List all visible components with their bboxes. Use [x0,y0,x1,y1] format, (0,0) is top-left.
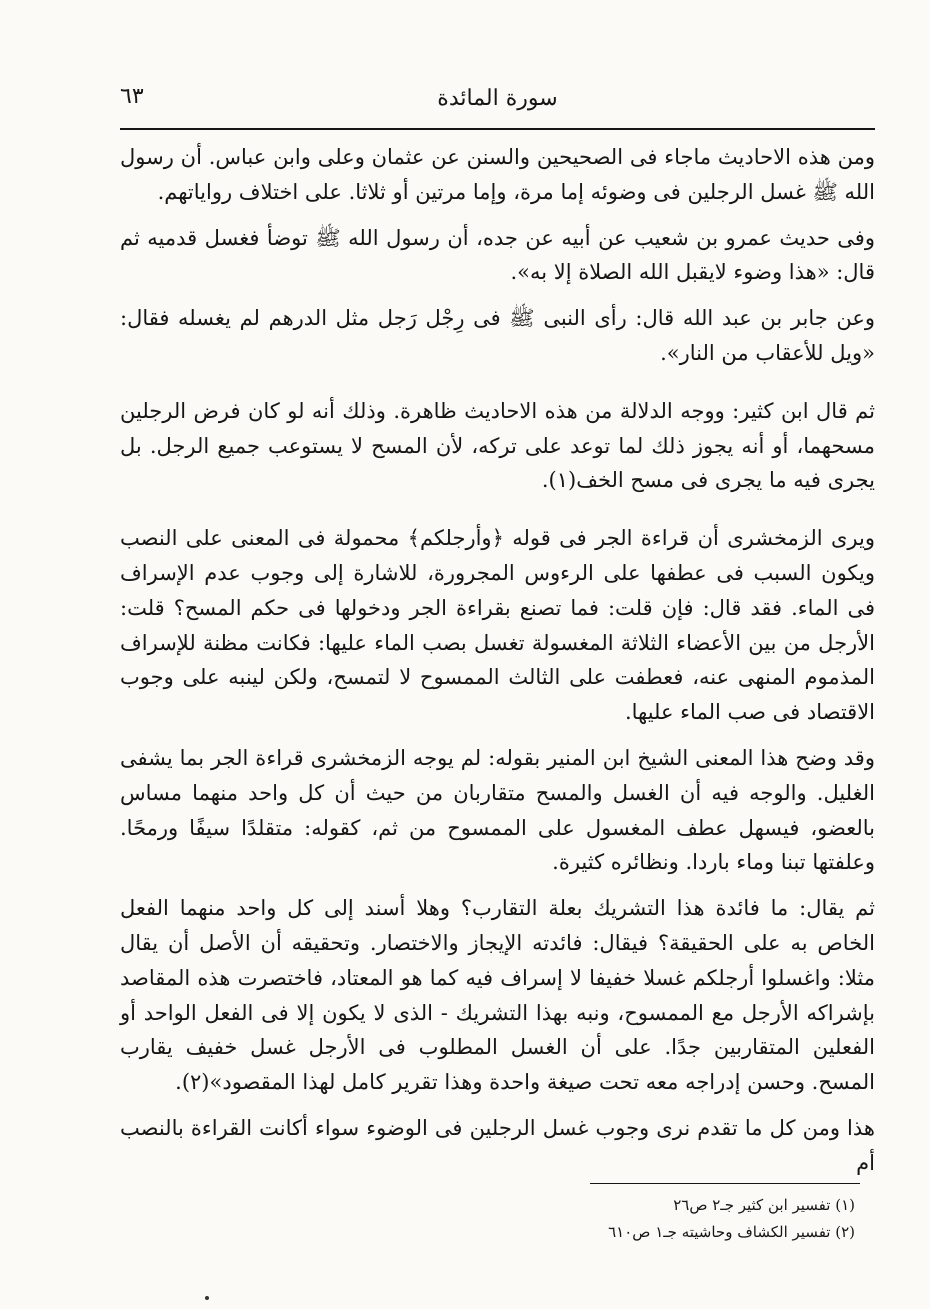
paragraph: وعن جابر بن عبد الله قال: رأى النبى ﷺ فى رِجْل رَجل مثل الدرهم لم يغسله فقال: «ويل للأعقاب من النار». [120,306,875,365]
surah-title: سورة المائدة [437,86,558,111]
page-number: ٦٣ [120,84,144,109]
paragraph: ثم قال ابن كثير: ووجه الدلالة من هذه الاحاديث ظاهرة. وذلك أنه لو كان فرض الرجلين مسحهما، أو أنه يجوز ذلك لما توعد على تركه، لأن المسح لا يستوعب جميع الرجل. بل يجرى فيه ما يجرى فى مسح الخف(١). [120,398,876,493]
body-text [120,140,875,1192]
footnote: (٢) تفسير الكشاف وحاشيته جـ١ ص٦١٠ [608,1223,855,1241]
paragraph: وقد وضح هذا المعنى الشيخ ابن المنير بقوله: لم يوجه الزمخشرى قراءة الجر بما يشفى الغليل. والوجه فيه أن الغسل والمسح متقاربان من حيث أن كل واحد منهما مساس بالعضو، فيسهل عطف المغسول على الممسوح من ثم، كقوله: متقلدًا سيفًا ورمحًا. وعلفتها تبنا وماء باردا. ونظائره كثيرة. [120,745,875,875]
paragraph: هذا ومن كل ما تقدم نرى وجوب غسل الرجلين فى الوضوء سواء أكانت القراءة بالنصب أم [120,1115,875,1175]
page-header [120,78,875,126]
footnote-rule [590,1183,860,1184]
scan-speck [205,1296,209,1300]
paragraph: ويرى الزمخشرى أن قراءة الجر فى قوله ﴿وأرجلكم﴾ محمولة فى المعنى على النصب ويكون السبب فى عطفها على الرءوس المجرورة، للاشارة إلى وجوب عدم الإسراف فى الماء. فقد قال: فإن قلت: فما تصنع بقراءة الجر ودخولها فى حكم المسح؟ قلت: الأرجل من بين الأعضاء الثلاثة المغسولة تغسل بصب الماء عليها: فكانت مظنة للإسراف المذموم المنهى عنه، فعطفت على الثالث الممسوح لا لتمسح، ولكن لينبه على وجوب الاقتصاد فى صب الماء عليها. [120,526,875,725]
footnote: (١) تفسير ابن كثير جـ٢ ص٢٦ [673,1196,855,1214]
footnotes [470,1192,855,1246]
header-rule [120,128,875,130]
paragraph: ثم يقال: ما فائدة هذا التشريك بعلة التقارب؟ وهلا أسند إلى كل واحد منهما الفعل الخاص به على الحقيقة؟ فيقال: فائدته الإيجاز والاختصار. وتحقيقه أن الأصل أن يقال مثلا: واغسلوا أرجلكم غسلا خفيفا لا إسراف فيه كما هو المعتاد، فاختصرت هذه المقاصد بإشراكه الأرجل مع الممسوح، ونبه بهذا التشريك - الذى لا يكون إلا فى الفعل الواحد أو الفعلين المتقاربين جدًا. على أن الغسل المطلوب فى الأرجل غسل خفيف يقارب المسح. وحسن إدراجه معه تحت صيغة واحدة وهذا تقرير كامل لهذا المقصود»(٢). [120,896,875,1095]
paragraph: وفى حديث عمرو بن شعيب عن أبيه عن جده، أن رسول الله ﷺ توضأ فغسل قدميه ثم قال: «هذا وضوء لايقبل الله الصلاة إلا به». [120,225,875,285]
paragraph: ومن هذه الاحاديث ماجاء فى الصحيحين والسنن عن عثمان وعلى وابن عباس. أن رسول الله ﷺ غسل الرجلين فى وضوئه إما مرة، وإما مرتين أو ثلاثا. على اختلاف رواياتهم. [120,145,875,204]
